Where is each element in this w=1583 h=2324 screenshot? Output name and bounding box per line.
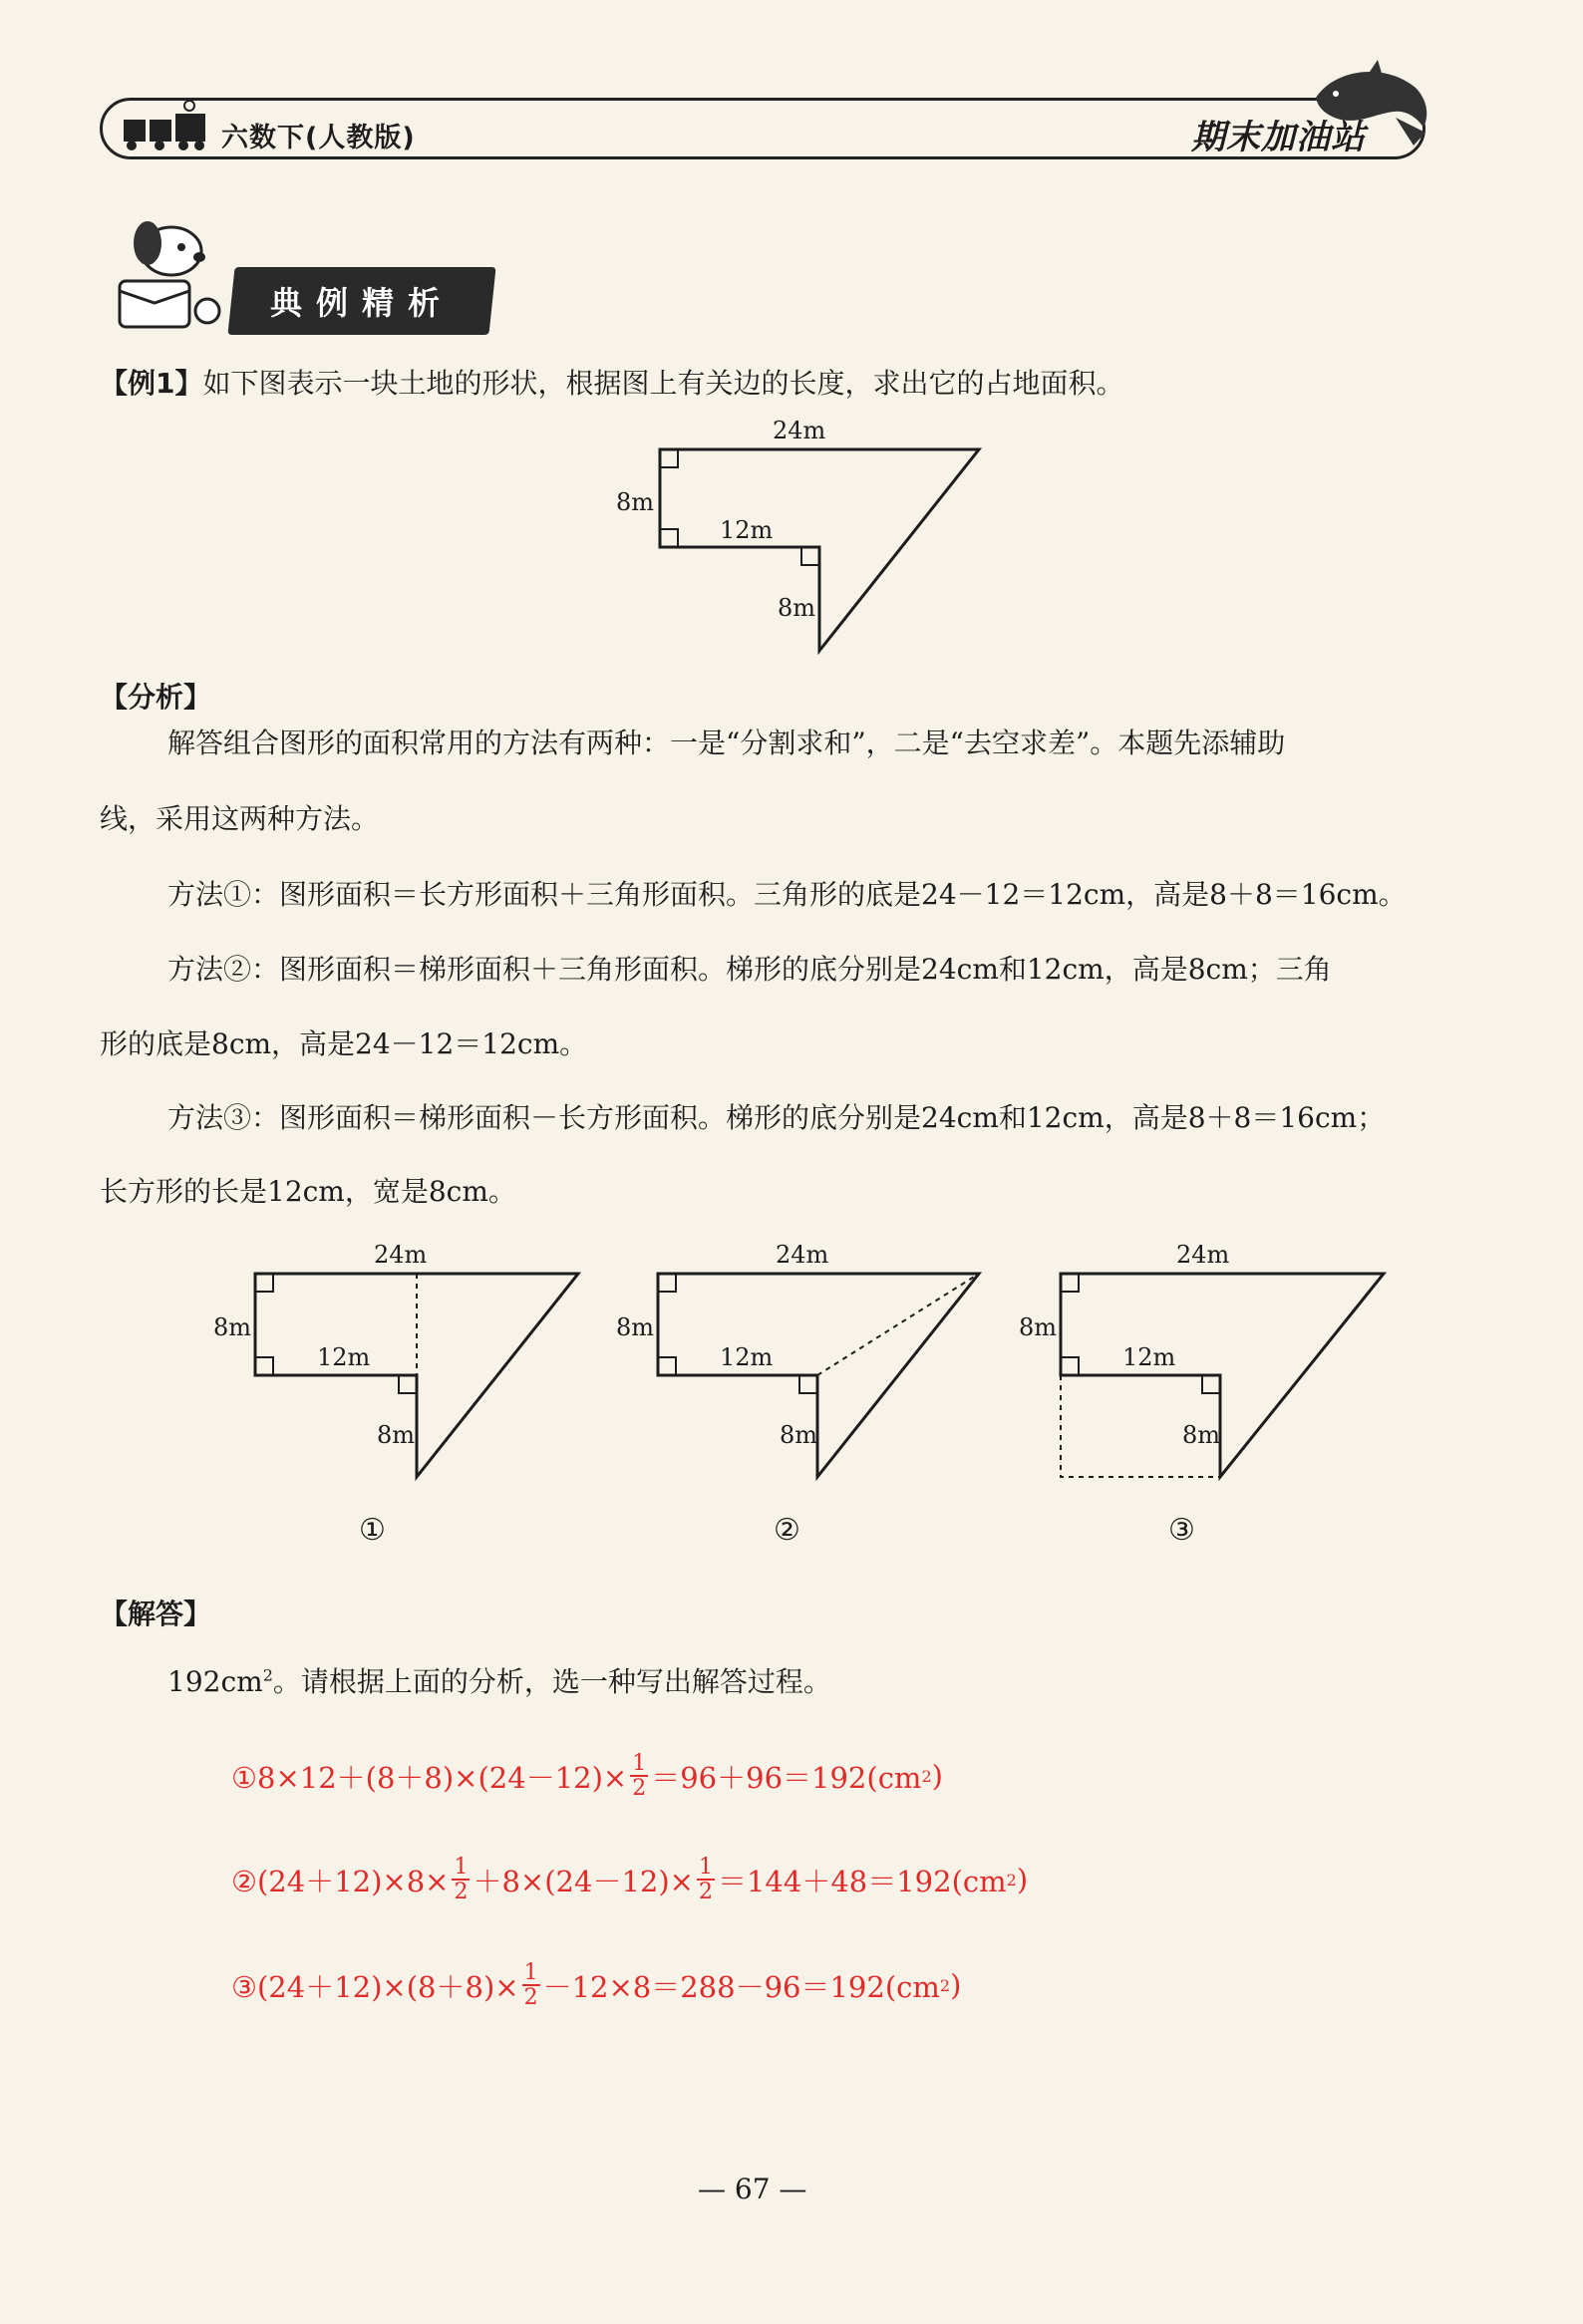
example-tag: 【例1】 [100, 367, 203, 400]
method-2-line1: 方法②：图形面积＝梯形面积＋三角形面积。梯形的底分别是24cm和12cm，高是8cm；三角 [167, 953, 1332, 986]
analysis-para1-line2: 线，采用这两种方法。 [100, 802, 380, 835]
solution-3: ③(24＋12)×(8＋8)× $\frac{1}{2}$ －12×8＝288－96＝192(cm 2 ) [231, 1960, 962, 2011]
fig2-label-lower: 8m [780, 1421, 818, 1449]
land-shape-figure [598, 424, 1017, 673]
analysis-para1-line1: 解答组合图形的面积常用的方法有两种：一是“分割求和”，二是“去空求差”。本题先添辅助 [167, 726, 1286, 759]
method-1: 方法①：图形面积＝长方形面积＋三角形面积。三角形的底是24－12＝12cm，高是8＋8＝16cm。 [167, 878, 1407, 911]
method-3-line1: 方法③：图形面积＝梯形面积－长方形面积。梯形的底分别是24cm和12cm，高是8＋8＝16cm； [167, 1101, 1386, 1134]
fraction-half: $\frac{1}{2}$ [698, 1855, 713, 1905]
method-figures [199, 1246, 1435, 1505]
fig1-label-top: 24m [374, 1241, 428, 1269]
section-banner [227, 267, 495, 335]
fraction-half: $\frac{1}{2}$ [632, 1751, 647, 1802]
method-figure-1 [255, 1274, 578, 1477]
series-title: 期末加油站 [1191, 118, 1366, 157]
fig2-label-middle: 12m [720, 1343, 774, 1371]
answer-tag: 【解答】 [100, 1598, 212, 1630]
train-icon [120, 98, 214, 157]
solution-2: ②(24＋12)×8× $\frac{1}{2}$ ＋8×(24－12)× $\frac{1}{2}$ ＝144＋48＝192(cm 2 ) [231, 1855, 1029, 1905]
dog-mascot-icon [100, 211, 229, 341]
method-figure-2 [658, 1274, 979, 1477]
answer-result: $192cm^2$。请根据上面的分析，选一种写出解答过程。 [167, 1665, 831, 1698]
example-question-text: 如下图表示一块土地的形状，根据图上有关边的长度，求出它的占地面积。 [202, 367, 1124, 400]
book-title: 六数下(人教版) [221, 123, 416, 153]
page-number: — 67 — [698, 2173, 807, 2205]
fig3-label-middle: 12m [1122, 1343, 1176, 1371]
fig3-label-left: 8m [1019, 1313, 1058, 1341]
figure-label-top: 24m [773, 417, 826, 444]
fraction-half: $\frac{1}{2}$ [523, 1960, 538, 2011]
example-question [100, 366, 1124, 402]
fig1-label-lower: 8m [377, 1421, 416, 1449]
fig2-label-left: 8m [616, 1313, 655, 1341]
fig3-label-lower: 8m [1182, 1421, 1221, 1449]
section-banner-label: 典例精析 [269, 284, 454, 322]
method-3-line2: 长方形的长是12cm，宽是8cm。 [100, 1175, 516, 1208]
method-figure-3 [1061, 1274, 1384, 1477]
fig2-label-top: 24m [776, 1241, 829, 1269]
fig1-label-middle: 12m [317, 1343, 371, 1371]
method-2-line2: 形的底是8cm，高是24－12＝12cm。 [100, 1027, 588, 1060]
dolphin-icon [1306, 58, 1440, 152]
figure-number-3: ③ [1168, 1513, 1195, 1548]
solution-1: ①8×12＋(8＋8)×(24－12)× $\frac{1}{2}$ ＝96＋96＝192(cm 2 ) [231, 1751, 943, 1802]
fig1-label-left: 8m [213, 1313, 252, 1341]
fig3-label-top: 24m [1176, 1241, 1230, 1269]
figure-label-middle: 12m [720, 516, 774, 544]
figure-number-1: ① [359, 1513, 386, 1548]
analysis-tag: 【分析】 [100, 681, 212, 714]
figure-label-lower: 8m [778, 594, 816, 622]
figure-label-left: 8m [616, 488, 655, 516]
fraction-half: $\frac{1}{2}$ [454, 1855, 469, 1905]
figure-number-2: ② [774, 1513, 800, 1548]
